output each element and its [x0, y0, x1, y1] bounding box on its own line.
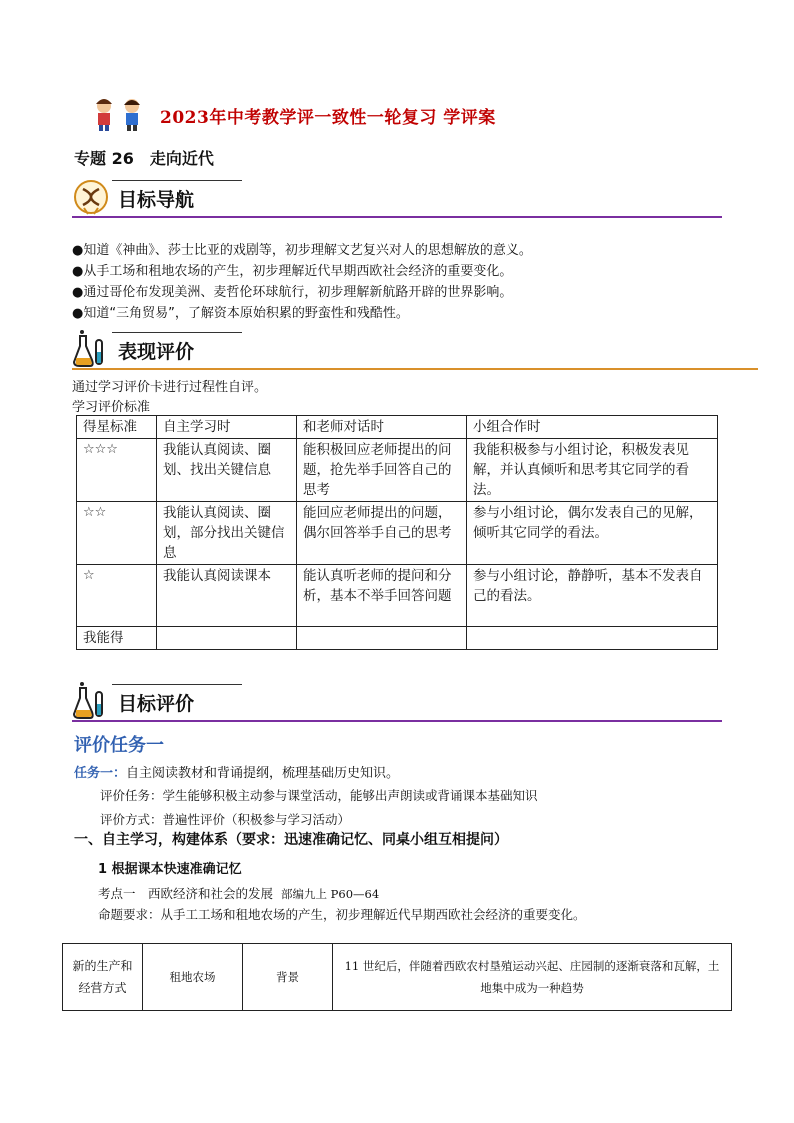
star-rating: ☆☆: [77, 502, 157, 565]
document-title: 2023年中考教学评一致性一轮复习 学评案: [160, 108, 496, 128]
table-cell: 参与小组讨论，偶尔发表自己的见解，倾听其它同学的看法。: [467, 502, 718, 565]
evaluation-table: [76, 415, 718, 650]
table-header: 得星标准: [77, 416, 157, 439]
topic-number: 专题 26: [74, 149, 134, 168]
list-item: ●从手工场和租地农场的产生，初步理解近代早期西欧社会经济的重要变化。: [72, 264, 513, 279]
table-row: [77, 565, 718, 627]
table-header: 和老师对话时: [297, 416, 467, 439]
eval-method: 评价方式：普遍性评价（积极参与学习活动）: [100, 812, 351, 827]
star-rating: ☆☆☆: [77, 439, 157, 502]
section-title: 目标评价: [118, 693, 195, 715]
table-cell: 我能得: [77, 627, 157, 650]
table-row: [63, 944, 732, 1011]
list-item: ●知道“三角贸易”，了解资本原始积累的野蛮性和残酷性。: [72, 306, 409, 321]
task-one-label: 任务一：: [74, 766, 127, 781]
table-cell: 我能认真阅读、圈划、找出关键信息: [157, 439, 297, 502]
section-title: 表现评价: [118, 341, 195, 363]
table-cell: 能认真听老师的提问和分析，基本不举手回答问题: [297, 565, 467, 627]
table-cell: 参与小组讨论，静静听，基本不发表自己的看法。: [467, 565, 718, 627]
table-cell: 新的生产和经营方式: [63, 944, 143, 1011]
section-performance: [72, 328, 758, 370]
table-cell: 我能认真阅读课本: [157, 565, 297, 627]
table-row: [77, 439, 718, 502]
key-point: [98, 884, 379, 902]
section-goal-eval: [72, 680, 722, 722]
requirement: 命题要求：从手工工场和租地农场的产生，初步理解近代早期西欧社会经济的重要变化。: [98, 907, 586, 922]
table-header-row: [77, 416, 718, 439]
topic-heading: [74, 146, 230, 169]
performance-intro: 通过学习评价卡进行过程性自评。: [72, 380, 268, 395]
topic-name: 走向近代: [149, 149, 214, 168]
table-cell: 我能积极参与小组讨论，积极发表见解，并认真倾听和思考其它同学的看法。: [467, 439, 718, 502]
table-cell: [157, 627, 297, 650]
list-item: ●知道《神曲》、莎士比亚的戏剧等，初步理解文艺复兴对人的思想解放的意义。: [72, 243, 532, 258]
section-goal-nav: [72, 176, 722, 218]
sub-heading: 1 根据课本快速准确记忆: [98, 862, 242, 877]
standard-label: 学习评价标准: [72, 400, 151, 415]
task-title: 评价任务一: [74, 735, 164, 756]
list-item: ●通过哥伦布发现美洲、麦哲伦环球航行，初步理解新航路开辟的世界影响。: [72, 285, 513, 300]
section-heading: 一、自主学习，构建体系（要求：迅速准确记忆、同桌小组互相提问）: [74, 832, 508, 848]
task-one-text: 自主阅读教材和背诵提纲，梳理基础历史知识。: [126, 766, 400, 781]
table-row: [77, 502, 718, 565]
table-cell: 租地农场: [143, 944, 243, 1011]
lab-flask-icon: [72, 330, 110, 368]
table-cell: 我能认真阅读、圈划，部分找出关键信息: [157, 502, 297, 565]
goal-list: [72, 240, 532, 324]
key-point-label: 考点一 西欧经济和社会的发展: [98, 886, 274, 901]
table-cell: [467, 627, 718, 650]
table-cell: 能积极回应老师提出的问题，抢先举手回答自己的思考: [297, 439, 467, 502]
table-row: [77, 627, 718, 650]
task-one: [74, 762, 399, 781]
dna-badge-icon: [72, 178, 110, 216]
knowledge-table: [62, 943, 732, 1011]
table-cell: 11 世纪后，伴随着西欧农村垦殖运动兴起、庄园制的逐渐衰落和瓦解，土地集中成为一种趋势: [333, 944, 732, 1011]
children-illustration-icon: [82, 96, 158, 132]
table-header: 小组合作时: [467, 416, 718, 439]
section-title: 目标导航: [118, 189, 195, 211]
table-header: 自主学习时: [157, 416, 297, 439]
eval-task: 评价任务：学生能够积极主动参与课堂活动，能够出声朗读或背诵课本基础知识: [100, 788, 538, 803]
table-cell: 能回应老师提出的问题，偶尔回答举手自己的思考: [297, 502, 467, 565]
lab-flask-icon: [72, 682, 110, 720]
table-cell: [297, 627, 467, 650]
table-cell: 背景: [243, 944, 333, 1011]
key-point-source: 部编九上 P60—64: [281, 887, 380, 901]
star-rating: ☆: [77, 565, 157, 627]
